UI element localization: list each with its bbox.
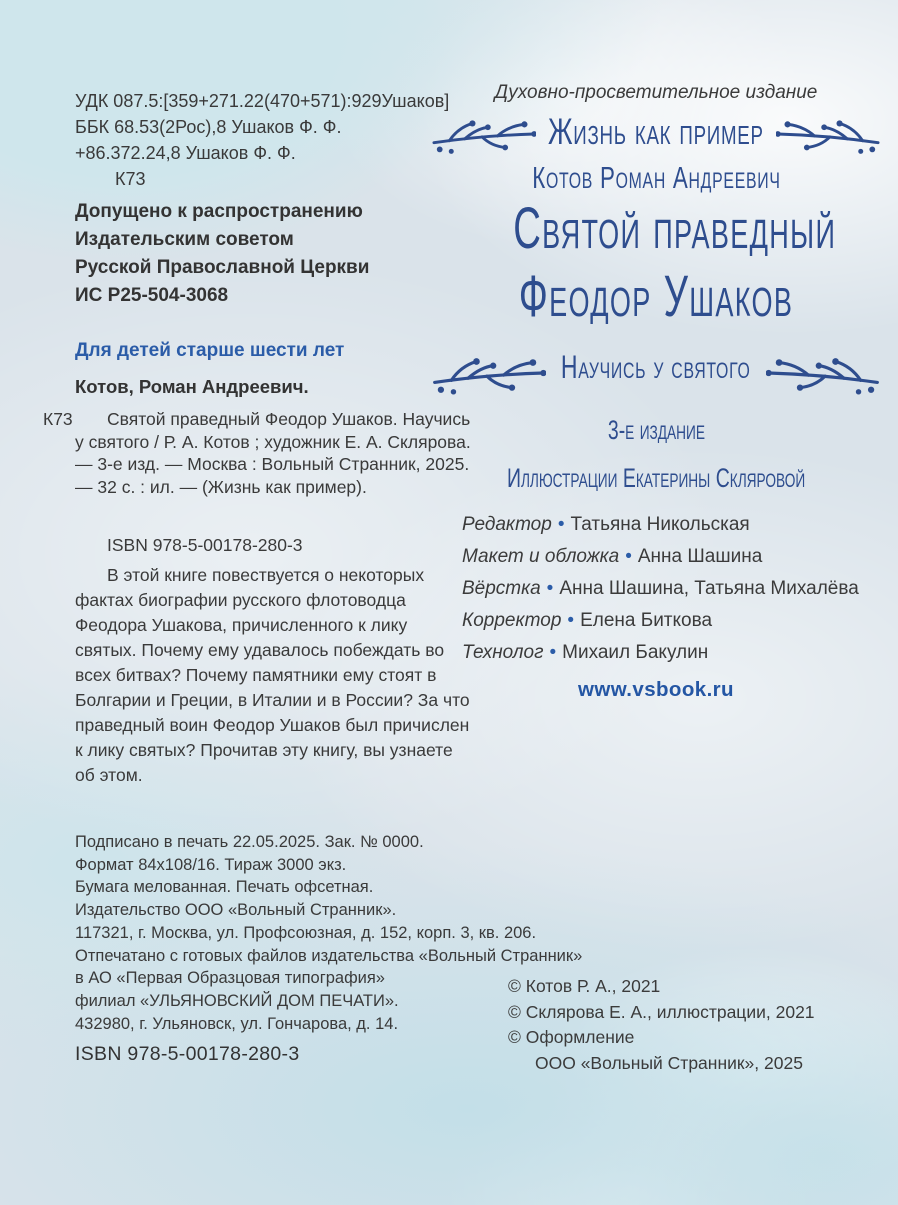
credit-row (462, 509, 859, 541)
catalog-author-sign: К73 (43, 409, 73, 429)
catalog-description-text: Святой праведный Феодор Ушаков. Научись у святого / Р. А. Котов ; художник Е. А. Склярова. — 3-е изд. — Москва : Вольный Странник, 2025. — 32 с. : ил. — (Жизнь как пример). (75, 409, 471, 497)
udk-line: УДК 087.5:[359+271.22(470+571):929Ушаков] (75, 91, 450, 111)
approval-line: Русской Православной Церкви (75, 257, 370, 278)
print-info-line: в АО «Первая Образцовая типография» (75, 969, 385, 988)
bbk-line-2: +86.372.24,8 Ушаков Ф. Ф. (75, 143, 296, 163)
credit-role: Корректор (462, 610, 562, 631)
bbk-line-1: ББК 68.53(2Рос),8 Ушаков Ф. Ф. (75, 117, 342, 137)
credit-name: Елена Биткова (580, 610, 713, 631)
catalog-author: Котов, Роман Андреевич. (75, 376, 309, 397)
book-subtitle: Научись у святого (561, 349, 751, 385)
credit-row (462, 573, 859, 605)
copyright-line: © Склярова Е. А., иллюстрации, 2021 (508, 1001, 815, 1022)
approval-line: Издательским советом (75, 229, 294, 250)
print-info-line: Бумага мелованная. Печать офсетная. (75, 878, 374, 897)
credit-role: Макет и обложка (462, 546, 620, 567)
age-restriction-notice: Для детей старше шести лет (75, 340, 345, 361)
bullet-separator-icon: • (625, 546, 632, 567)
publisher-website: www.vsbook.ru (578, 678, 734, 701)
bullet-separator-icon: • (546, 578, 554, 599)
print-info-line: 117321, г. Москва, ул. Профсоюзная, д. 152, корп. 3, кв. 206. (75, 923, 537, 942)
credit-name: Михаил Бакулин (562, 642, 709, 663)
series-title-row (430, 106, 882, 158)
print-info-line: Издательство ООО «Вольный Странник». (75, 901, 397, 920)
catalog-isbn: ISBN 978-5-00178-280-3 (107, 535, 303, 555)
copyright-line: © Котов Р. А., 2021 (508, 976, 661, 996)
series-title: Жизнь как пример (548, 111, 764, 152)
author-sign: К73 (115, 169, 146, 189)
approval-line: Допущено к распространению (75, 201, 363, 222)
isbn-number: ISBN 978-5-00178-280-3 (75, 1043, 300, 1065)
copyright-line: ООО «Вольный Странник», 2025 (535, 1052, 803, 1073)
branch-ornament-icon (432, 350, 546, 396)
bullet-separator-icon: • (557, 514, 565, 535)
branch-ornament-icon (432, 112, 536, 156)
credit-role: Редактор (462, 514, 552, 535)
print-info-line: филиал «УЛЬЯНОВСКИЙ ДОМ ПЕЧАТИ». (75, 991, 399, 1010)
church-approval-block (75, 198, 369, 310)
edition-number: 3-е издание (607, 415, 705, 445)
book-title-line-2: Феодор Ушаков (518, 264, 794, 329)
print-info-line: Подписано в печать 22.05.2025. Зак. № 0000. (75, 833, 424, 851)
credit-row (462, 541, 859, 573)
credit-name: Татьяна Никольская (570, 514, 750, 535)
title-column (430, 0, 882, 1205)
book-subtitle-row (430, 340, 882, 394)
bullet-separator-icon: • (549, 642, 557, 663)
annotation-paragraph: В этой книге повествуется о некоторых фактах биографии русского флотоводца Феодора Ушакова, причисленного к лику святых. Почему ему удавалось побеждать во всех битвах? Почему памятники ему стоят в Болгарии и Греции, в Италии и в России? За что праведный воин Феодор Ушаков был причислен к лику святых? Прочитав эту книгу, вы узнаете об этом. (75, 565, 470, 785)
credit-role: Вёрстка (462, 578, 541, 599)
credit-row (462, 605, 859, 637)
classification-block (75, 88, 449, 192)
credit-role: Технолог (462, 642, 544, 663)
catalog-description (43, 408, 473, 498)
branch-ornament-icon (776, 112, 880, 156)
book-title-line-1: Святой праведный (513, 196, 837, 261)
branch-ornament-icon (766, 350, 880, 396)
copyright-block (508, 974, 815, 1076)
print-info-line: Формат 84х108/16. Тираж 3000 экз. (75, 855, 347, 874)
book-author-name: Котов Роман Андреевич (531, 160, 781, 195)
bullet-separator-icon: • (567, 610, 575, 631)
copyright-line: © Оформление (508, 1027, 635, 1047)
print-info-line: 432980, г. Ульяновск, ул. Гончарова, д. 14. (75, 1014, 399, 1033)
staff-credits-block (462, 509, 859, 669)
credit-name: Анна Шашина, Татьяна Михалёва (559, 578, 859, 599)
approval-is-number: ИС Р25-504-3068 (75, 285, 229, 306)
print-info-line: Отпечатано с готовых файлов издательства «Вольный Странник» (75, 946, 583, 965)
illustrator-credit: Иллюстрации Екатерины Скляровой (506, 463, 806, 493)
credit-name: Анна Шашина (637, 546, 763, 567)
credit-row (462, 637, 859, 669)
edition-type-label: Духовно-просветительное издание (494, 82, 818, 103)
